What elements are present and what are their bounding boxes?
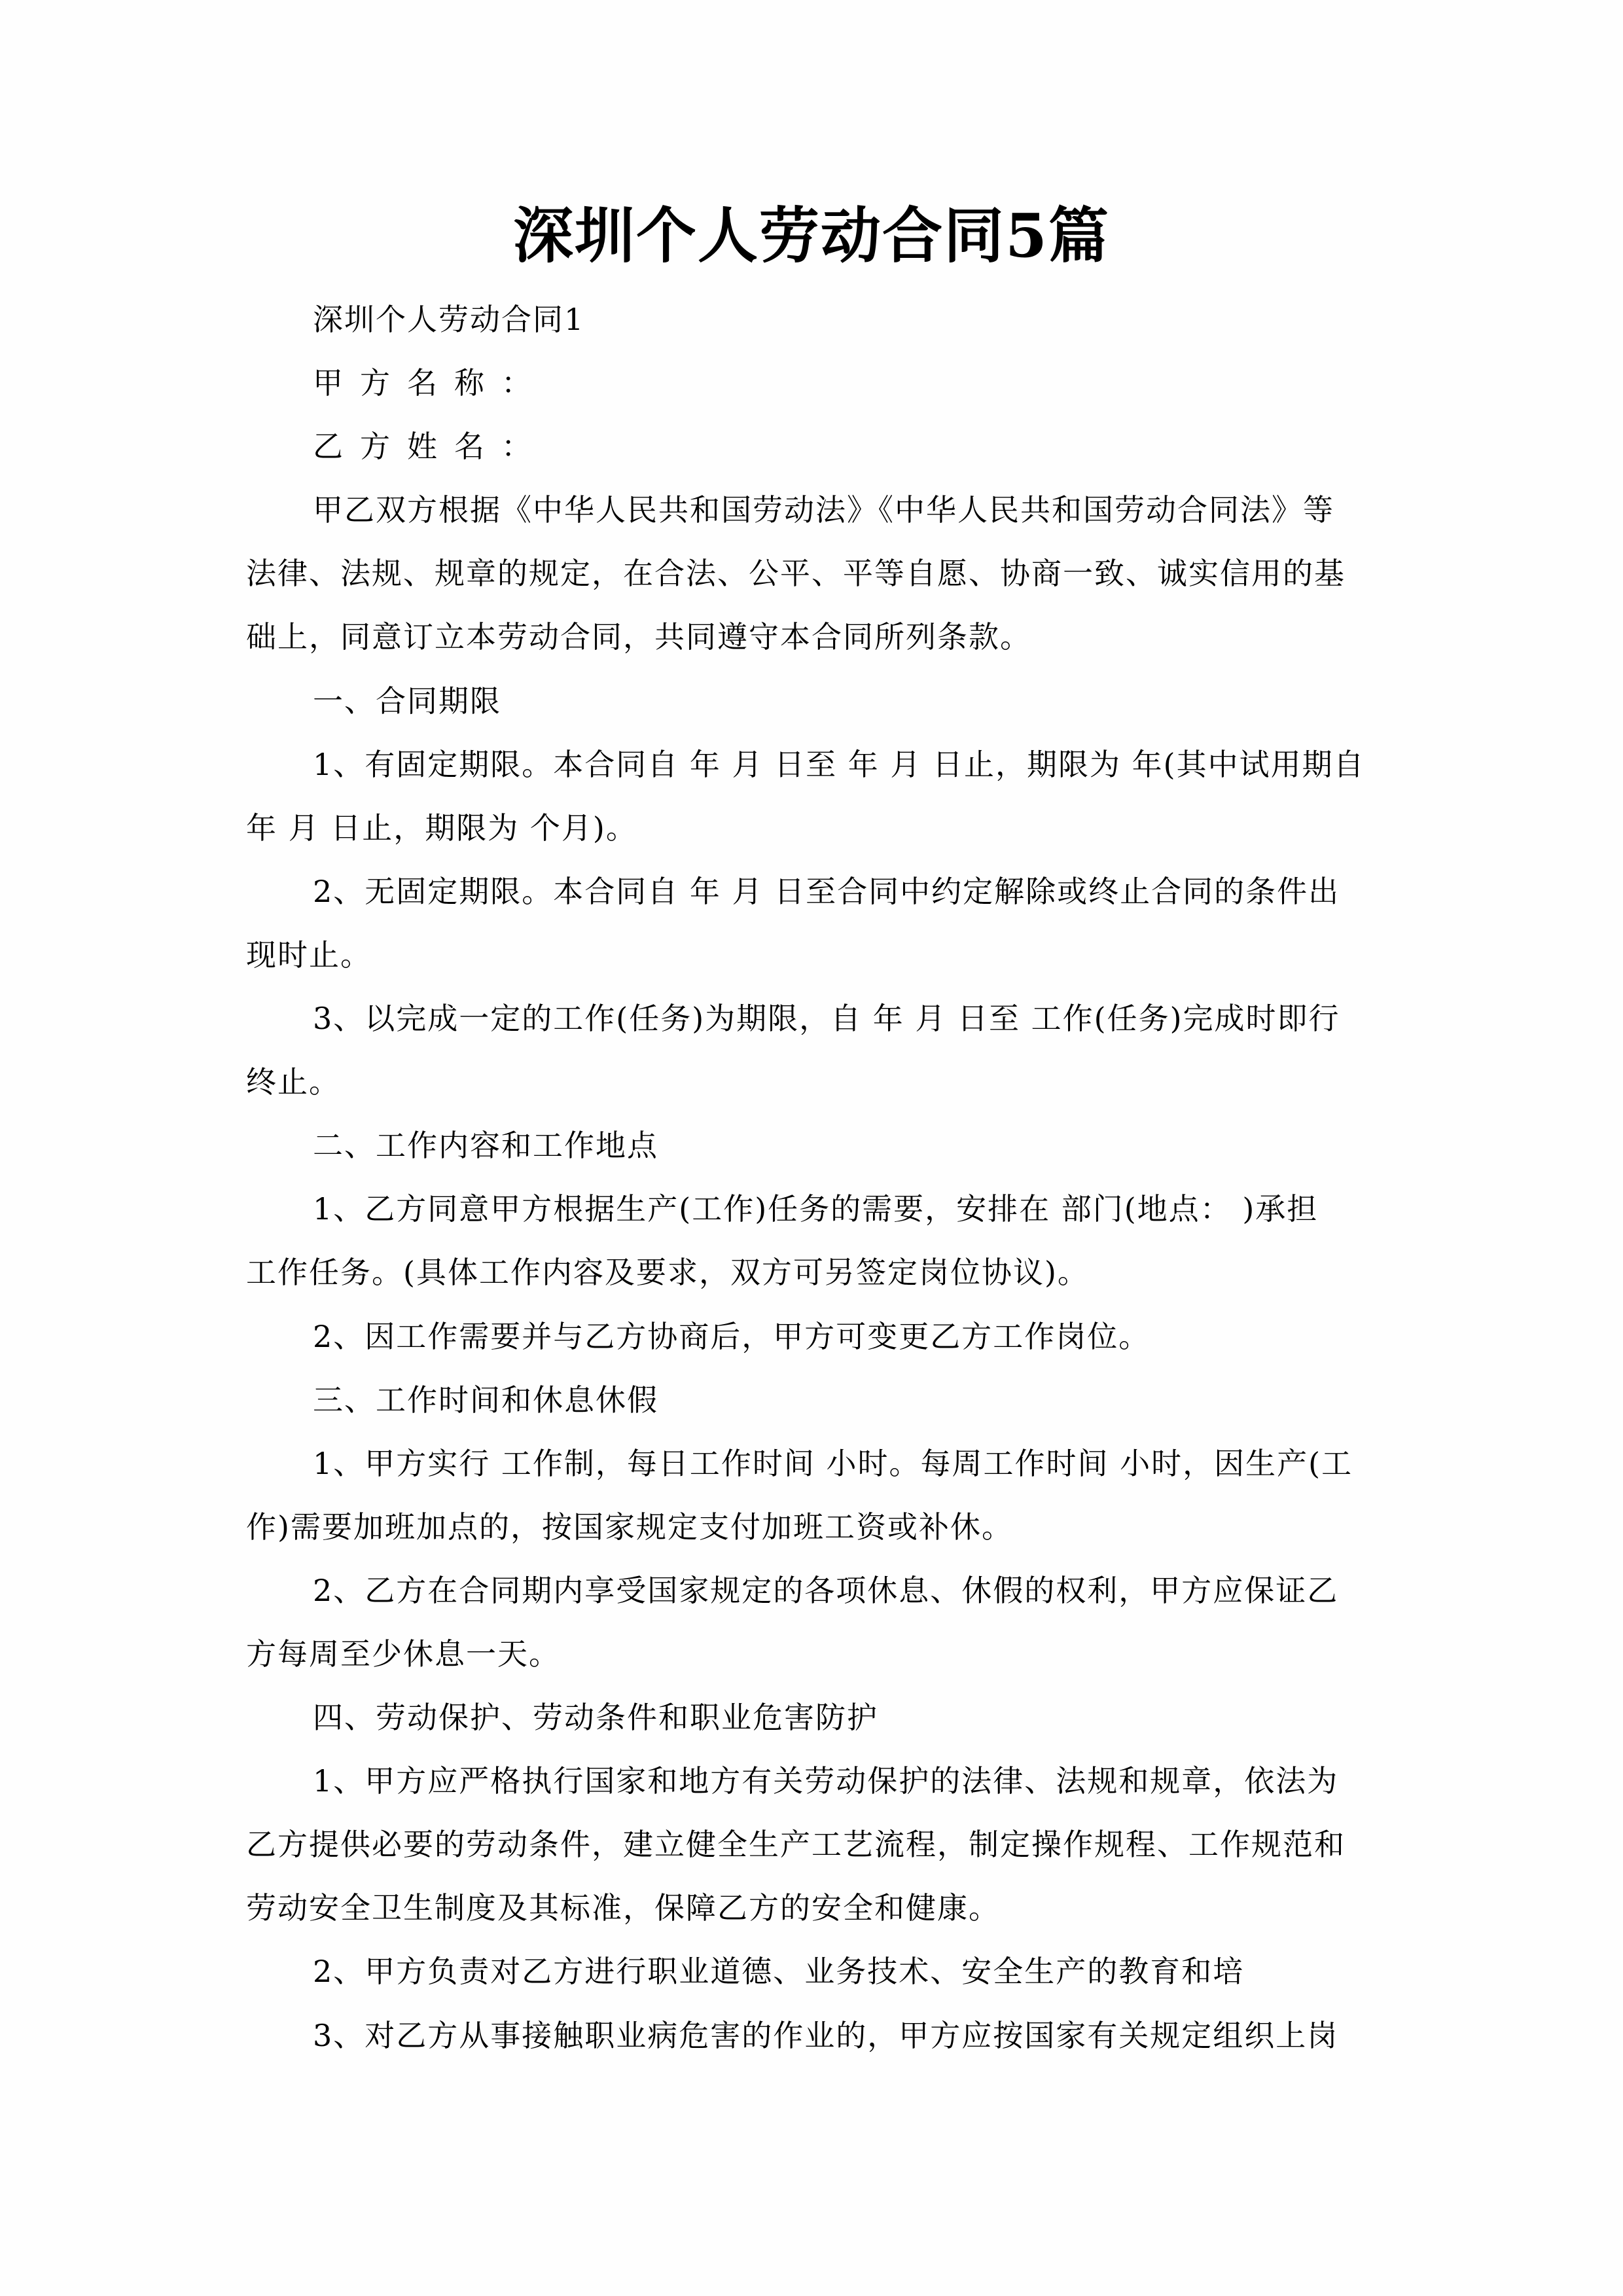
- paragraph-line: 乙方提供必要的劳动条件，建立健全生产工艺流程，制定操作规程、工作规范和: [246, 1827, 1346, 1863]
- section-heading-working-hours: 三、工作时间和休息休假: [313, 1382, 658, 1418]
- paragraph-line: 2、乙方在合同期内享受国家规定的各项休息、休假的权利，甲方应保证乙: [313, 1572, 1339, 1608]
- paragraph-line: 1、乙方同意甲方根据生产(工作)任务的需要，安排在 部门(地点： )承担: [313, 1191, 1319, 1227]
- paragraph-line: 1、甲方应严格执行国家和地方有关劳动保护的法律、法规和规章，依法为: [313, 1763, 1339, 1799]
- section-heading-contract-term: 一、合同期限: [313, 683, 501, 719]
- document-body: [246, 288, 1385, 2068]
- section-heading-labor-protection: 四、劳动保护、劳动条件和职业危害防护: [313, 1700, 878, 1736]
- paragraph-line: 2、无固定期限。本合同自 年 月 日至合同中约定解除或终止合同的条件出: [313, 873, 1340, 909]
- paragraph-line: 作)需要加班加点的，按国家规定支付加班工资或补休。: [246, 1509, 1013, 1545]
- paragraph-line: 方每周至少休息一天。: [246, 1636, 560, 1672]
- paragraph-line: 3、对乙方从事接触职业病危害的作业的，甲方应按国家有关规定组织上岗: [313, 2017, 1339, 2053]
- paragraph-line: 工作任务。(具体工作内容及要求，双方可另签定岗位协议)。: [246, 1255, 1089, 1291]
- paragraph-line: 法律、法规、规章的规定，在合法、公平、平等自愿、协商一致、诚实信用的基: [246, 556, 1346, 592]
- paragraph-line: 2、因工作需要并与乙方协商后，甲方可变更乙方工作岗位。: [313, 1318, 1150, 1354]
- contract-subtitle: 深圳个人劳动合同1: [313, 302, 585, 337]
- party-a-name-field: 甲方名称：: [313, 365, 548, 401]
- paragraph-line: 终止。: [246, 1064, 340, 1100]
- paragraph-line: 年 月 日止，期限为 个月)。: [246, 810, 637, 846]
- paragraph-line: 2、甲方负责对乙方进行职业道德、业务技术、安全生产的教育和培: [313, 1954, 1245, 1990]
- paragraph-line: 现时止。: [246, 937, 372, 973]
- party-b-name-field: 乙方姓名：: [313, 429, 548, 465]
- paragraph-line: 3、以完成一定的工作(任务)为期限，自 年 月 日至 工作(任务)完成时即行: [313, 1001, 1340, 1037]
- paragraph-line: 劳动安全卫生制度及其标准，保障乙方的安全和健康。: [246, 1890, 1000, 1926]
- document-title: 深圳个人劳动合同5篇: [512, 200, 1110, 271]
- paragraph-line: 1、有固定期限。本合同自 年 月 日至 年 月 日止，期限为 年(其中试用期自: [313, 746, 1365, 782]
- section-heading-work-content: 二、工作内容和工作地点: [313, 1128, 658, 1164]
- paragraph-line: 甲乙双方根据《中华人民共和国劳动法》《中华人民共和国劳动合同法》等: [313, 492, 1334, 528]
- paragraph-line: 1、甲方实行 工作制，每日工作时间 小时。每周工作时间 小时，因生产(工: [313, 1445, 1353, 1481]
- paragraph-line: 础上，同意订立本劳动合同，共同遵守本合同所列条款。: [246, 619, 1031, 655]
